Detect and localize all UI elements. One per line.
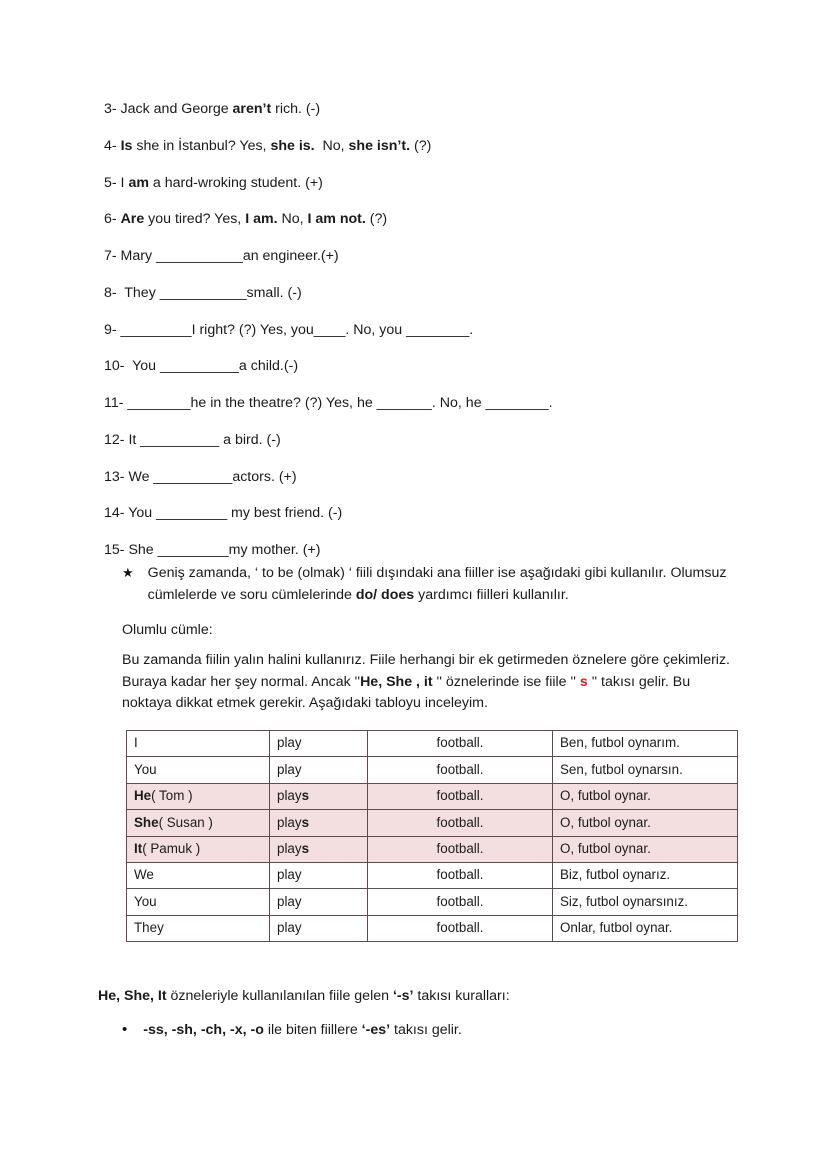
table-row bbox=[127, 810, 738, 836]
table-row bbox=[127, 783, 738, 809]
exercise-line: 8- They ___________small. (-) bbox=[104, 284, 302, 301]
exercise-line: 10- You __________a child.(-) bbox=[104, 358, 299, 375]
cell-verb: play bbox=[270, 889, 368, 915]
cell-translation: O, futbol oynar. bbox=[553, 783, 738, 809]
rule-list-item bbox=[122, 1021, 722, 1041]
exercise-line: 14- You _________ my best friend. (-) bbox=[104, 505, 343, 522]
exercise-list bbox=[104, 100, 744, 578]
exercise-line: 4- Is she in İstanbul? Yes, she is. No, she isn’t. (?) bbox=[104, 137, 432, 154]
cell-subject: It( Pamuk ) bbox=[127, 836, 270, 862]
exercise-line: 5- I am a hard-wroking student. (+) bbox=[104, 174, 323, 191]
cell-verb: play bbox=[270, 862, 368, 888]
exercise-line: 6- Are you tired? Yes, I am. No, I am not. (?) bbox=[104, 211, 388, 228]
table-row bbox=[127, 915, 738, 941]
cell-translation: Ben, futbol oynarım. bbox=[553, 731, 738, 757]
cell-translation: Biz, futbol oynarız. bbox=[553, 862, 738, 888]
exercise-line: 15- She _________my mother. (+) bbox=[104, 542, 321, 559]
table-row bbox=[127, 862, 738, 888]
cell-subject: He( Tom ) bbox=[127, 783, 270, 809]
table-row bbox=[127, 731, 738, 757]
cell-verb: play bbox=[270, 915, 368, 941]
cell-subject: We bbox=[127, 862, 270, 888]
table-row bbox=[127, 836, 738, 862]
conjugation-table bbox=[126, 730, 738, 942]
exercise-line: 9- _________I right? (?) Yes, you____. No, you ________. bbox=[104, 321, 474, 338]
table-row bbox=[127, 757, 738, 783]
cell-verb: plays bbox=[270, 783, 368, 809]
cell-translation: Sen, futbol oynarsın. bbox=[553, 757, 738, 783]
cell-object: football. bbox=[368, 731, 553, 757]
exercise-line: 3- Jack and George aren’t rich. (-) bbox=[104, 101, 321, 117]
cell-object: football. bbox=[368, 757, 553, 783]
cell-verb: plays bbox=[270, 810, 368, 836]
star-icon: ★ bbox=[122, 565, 134, 580]
cell-subject: You bbox=[127, 757, 270, 783]
cell-translation: O, futbol oynar. bbox=[553, 836, 738, 862]
cell-object: football. bbox=[368, 783, 553, 809]
cell-object: football. bbox=[368, 836, 553, 862]
positive-sentence-heading: Olumlu cümle: bbox=[122, 622, 213, 638]
exercise-line: 13- We __________actors. (+) bbox=[104, 468, 297, 485]
cell-subject: I bbox=[127, 731, 270, 757]
rules-heading: He, She, It özneleriyle kullanılanılan fiile gelen ‘-s’ takısı kuralları: bbox=[98, 988, 510, 1004]
cell-verb: play bbox=[270, 757, 368, 783]
cell-object: football. bbox=[368, 862, 553, 888]
rule-text: -ss, -sh, -ch, -x, -o ile biten fiillere ‘-es’ takısı gelir. bbox=[143, 1022, 462, 1038]
star-note-text: Geniş zamanda, ‘ to be (olmak) ‘ fiili dışındaki ana fiiller ise aşağıdaki gibi kullanılır. Olumsuz cümlelerde ve soru cümlelerinde do/ does yardımcı fiilleri kullanılır. bbox=[147, 565, 727, 603]
exercise-line: 12- It __________ a bird. (-) bbox=[104, 431, 281, 448]
cell-object: football. bbox=[368, 915, 553, 941]
bullet-icon: • bbox=[122, 1021, 128, 1038]
cell-translation: O, futbol oynar. bbox=[553, 810, 738, 836]
cell-object: football. bbox=[368, 810, 553, 836]
explanation-paragraph: Bu zamanda fiilin yalın halini kullanırız. Fiile herhangi bir ek getirmeden öznelere göre çekimleriz. Buraya kadar her şey normal. Ancak ''He, She , it '' öznelerinde ise fiile '' s '' takısı gelir. Bu noktaya dikkat etmek gerekir. Aşağıdaki tabloyu inceleyim. bbox=[122, 652, 730, 712]
cell-translation: Siz, futbol oynarsınız. bbox=[553, 889, 738, 915]
exercise-line: 11- ________he in the theatre? (?) Yes, he _______. No, he ________. bbox=[104, 395, 553, 412]
exercise-line: 7- Mary ___________an engineer.(+) bbox=[104, 248, 339, 265]
cell-subject: She( Susan ) bbox=[127, 810, 270, 836]
cell-object: football. bbox=[368, 889, 553, 915]
conjugation-table-body bbox=[127, 731, 738, 942]
cell-subject: They bbox=[127, 915, 270, 941]
cell-verb: plays bbox=[270, 836, 368, 862]
cell-subject: You bbox=[127, 889, 270, 915]
cell-translation: Onlar, futbol oynar. bbox=[553, 915, 738, 941]
cell-verb: play bbox=[270, 731, 368, 757]
star-note bbox=[122, 563, 738, 606]
table-row bbox=[127, 889, 738, 915]
